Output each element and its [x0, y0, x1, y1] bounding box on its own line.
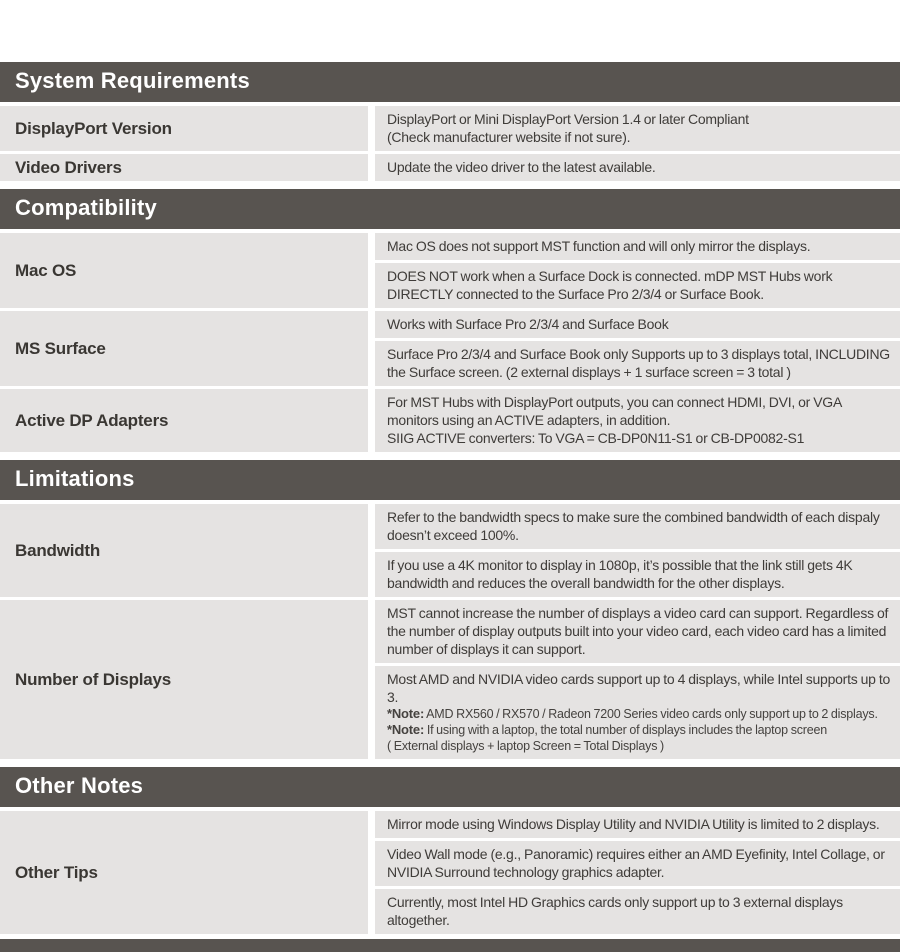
footnote-prefix: *Note:: [387, 722, 425, 737]
cell-text: SIIG ACTIVE converters: To VGA = CB-DP0N11-S1 or CB-DP0082-S1: [387, 430, 805, 446]
row-content: [375, 106, 900, 151]
row-label: Bandwidth: [0, 504, 368, 597]
section-compatibility: [0, 189, 900, 452]
cell-text: DOES NOT work when a Surface Dock is connected. mDP MST Hubs work DIRECTLY connected to the Surface Pro 2/3/4 or Surface Book.: [387, 268, 833, 302]
cell-text: MST cannot increase the number of displays a video card can support. Regardless of the number of display outputs built into your video card, each video card has a limited number of displays it can support.: [387, 605, 889, 657]
row-cell: [375, 841, 900, 886]
cell-text: Refer to the bandwidth specs to make sure the combined bandwidth of each dispaly doesn’t exceed 100%.: [387, 509, 880, 543]
row-content: [375, 311, 900, 386]
table-row-ms-surface: [0, 311, 900, 386]
footnote: [387, 722, 892, 738]
cell-text: Update the video driver to the latest available.: [387, 159, 656, 175]
cell-text: Most AMD and NVIDIA video cards support up to 4 displays, while Intel supports up to 3.: [387, 671, 890, 705]
table-row-mac-os: [0, 233, 900, 308]
table-row-number-of-displays: [0, 600, 900, 759]
row-label: DisplayPort Version: [0, 106, 368, 151]
cell-text: (Check manufacturer website if not sure).: [387, 129, 631, 145]
spec-table: [0, 62, 900, 952]
row-cell: [375, 666, 900, 759]
table-row-video-drivers: [0, 154, 900, 181]
row-cell: [375, 263, 900, 308]
cell-text: Video Wall mode (e.g., Panoramic) requires either an AMD Eyefinity, Intel Collage, or NVIDIA Surround technology graphics adapter.: [387, 846, 885, 880]
footnote-prefix: *Note:: [387, 706, 425, 721]
footnote-text: AMD RX560 / RX570 / Radeon 7200 Series video cards only support up to 2 displays.: [424, 707, 878, 721]
cell-text: Currently, most Intel HD Graphics cards only support up to 3 external displays altogether.: [387, 894, 843, 928]
row-label: Active DP Adapters: [0, 389, 368, 452]
row-label: MS Surface: [0, 311, 368, 386]
section-limitations: [0, 460, 900, 759]
footnote-text: If using with a laptop, the total number of displays includes the laptop screen: [424, 723, 828, 737]
section-header-system-requirements: System Requirements: [0, 62, 900, 102]
cell-text: Works with Surface Pro 2/3/4 and Surface Book: [387, 316, 669, 332]
table-closing-bar: [0, 939, 900, 952]
cell-text: Mac OS does not support MST function and will only mirror the displays.: [387, 238, 811, 254]
row-cell: [375, 600, 900, 663]
row-label: Number of Displays: [0, 600, 368, 759]
row-content: [375, 811, 900, 934]
section-header-other-notes: Other Notes: [0, 767, 900, 807]
row-cell: [375, 811, 900, 838]
cell-text: For MST Hubs with DisplayPort outputs, you can connect HDMI, DVI, or VGA monitors using an ACTIVE adapters, in addition.: [387, 394, 842, 428]
row-cell: [375, 154, 900, 181]
table-row-other-tips: [0, 811, 900, 934]
row-content: [375, 233, 900, 308]
section-header-compatibility: Compatibility: [0, 189, 900, 229]
footnote-text: ( External displays + laptop Screen = Total Displays ): [387, 739, 664, 753]
row-cell: [375, 233, 900, 260]
row-cell: [375, 504, 900, 549]
cell-text: Mirror mode using Windows Display Utility and NVIDIA Utility is limited to 2 displays.: [387, 816, 880, 832]
section-other-notes: [0, 767, 900, 934]
row-content: [375, 154, 900, 181]
row-cell: [375, 341, 900, 386]
row-label: Mac OS: [0, 233, 368, 308]
row-label: Other Tips: [0, 811, 368, 934]
footnote: [387, 706, 892, 722]
section-header-limitations: Limitations: [0, 460, 900, 500]
row-label: Video Drivers: [0, 154, 368, 181]
row-content: [375, 600, 900, 759]
row-content: [375, 504, 900, 597]
section-system-requirements: [0, 62, 900, 181]
footnote: [387, 738, 892, 754]
cell-text: If you use a 4K monitor to display in 1080p, it’s possible that the link still gets 4K bandwidth and reduces the overall bandwidth for the other displays.: [387, 557, 853, 591]
row-cell: [375, 106, 900, 151]
row-cell: [375, 311, 900, 338]
cell-text: DisplayPort or Mini DisplayPort Version 1.4 or later Compliant: [387, 111, 749, 127]
row-cell: [375, 389, 900, 452]
cell-text: Surface Pro 2/3/4 and Surface Book only Supports up to 3 displays total, INCLUDING the Surface screen. (2 external displays + 1 surface screen = 3 total ): [387, 346, 890, 380]
row-cell: [375, 889, 900, 934]
table-row-displayport-version: [0, 106, 900, 151]
table-row-active-dp-adapters: [0, 389, 900, 452]
row-cell: [375, 552, 900, 597]
table-row-bandwidth: [0, 504, 900, 597]
row-content: [375, 389, 900, 452]
